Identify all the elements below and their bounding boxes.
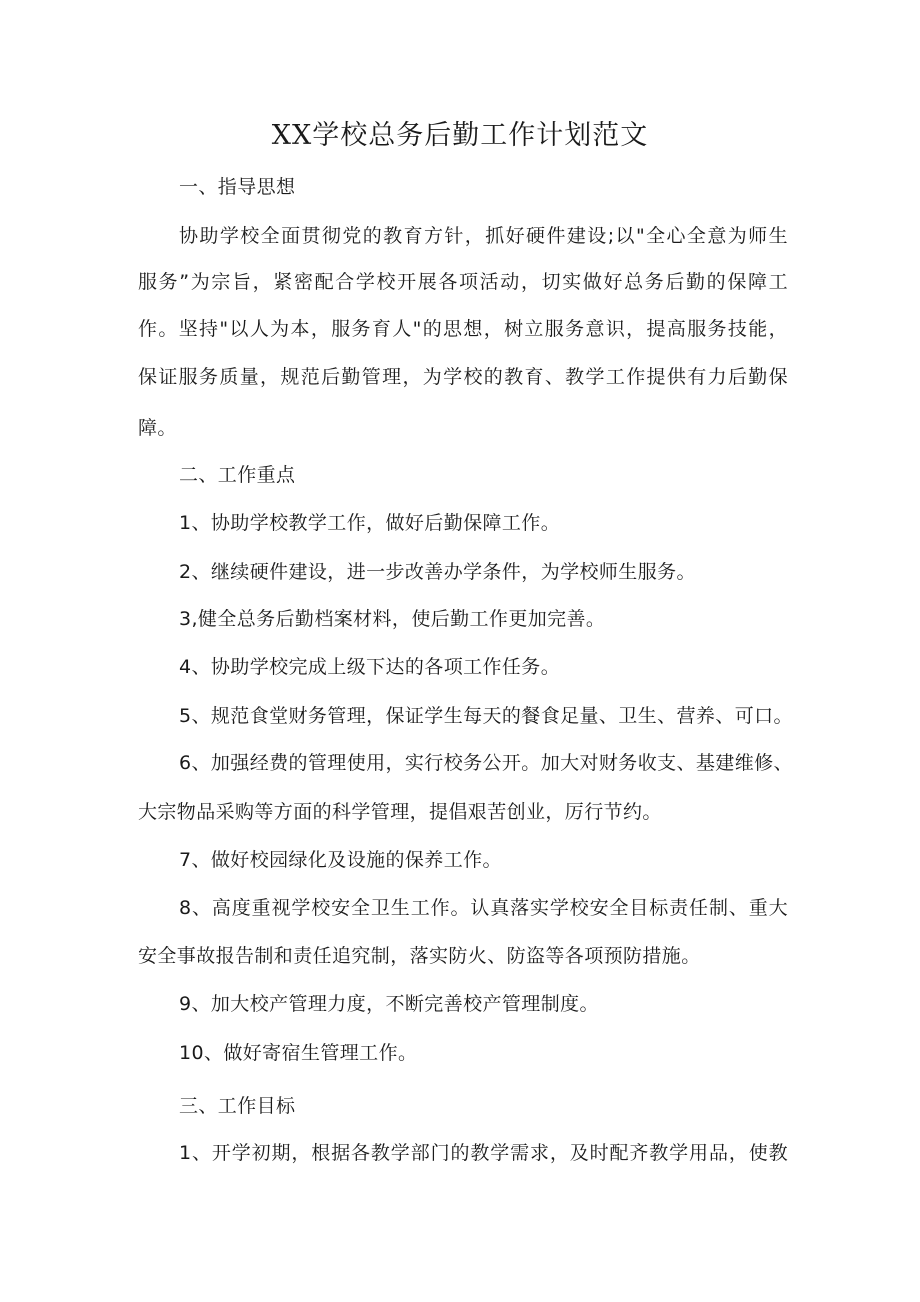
list-item: 6、加强经费的管理使用，实行校务公开。加大对财务收支、基建维修、	[179, 752, 793, 774]
list-item: 8、高度重视学校安全卫生工作。认真落实学校安全目标责任制、重大	[179, 897, 788, 919]
document-title: XX学校总务后勤工作计划范文	[271, 120, 649, 151]
paragraph-line: 作。坚持"以人为本，服务育人"的思想，树立服务意识，提高服务技能，	[138, 318, 788, 340]
list-item-continuation: 安全事故报告制和责任追究制，落实防火、防盗等各项预防措施。	[138, 945, 701, 967]
section-heading-guiding-ideology: 一、指导思想	[179, 176, 296, 198]
paragraph-line: 保证服务质量，规范后勤管理，为学校的教育、教学工作提供有力后勤保	[138, 366, 788, 388]
paragraph-line: 协助学校全面贯彻党的教育方针，抓好硬件建设;以"全心全意为师生	[179, 225, 788, 247]
paragraph-line: 服务”为宗旨，紧密配合学校开展各项活动，切实做好总务后勤的保障工	[138, 271, 788, 293]
list-item: 10、做好寄宿生管理工作。	[179, 1042, 418, 1064]
list-item: 1、协助学校教学工作，做好后勤保障工作。	[179, 512, 561, 534]
list-item: 7、做好校园绿化及设施的保养工作。	[179, 849, 502, 871]
list-item: 2、继续硬件建设，进一步改善办学条件，为学校师生服务。	[179, 561, 696, 583]
list-item: 9、加大校产管理力度，不断完善校产管理制度。	[179, 993, 599, 1015]
list-item: 3,健全总务后勤档案材料，使后勤工作更加完善。	[179, 608, 606, 630]
section-heading-work-focus: 二、工作重点	[179, 464, 296, 486]
list-item: 4、协助学校完成上级下达的各项工作任务。	[179, 656, 561, 678]
list-item-continuation: 大宗物品采购等方面的科学管理，提倡艰苦创业，厉行节约。	[138, 801, 662, 823]
section-heading-work-goals: 三、工作目标	[179, 1095, 296, 1117]
list-item: 5、规范食堂财务管理，保证学生每天的餐食足量、卫生、营养、可口。	[179, 705, 793, 727]
list-item: 1、开学初期，根据各教学部门的教学需求，及时配齐教学用品，使教	[179, 1142, 788, 1164]
paragraph-line: 障。	[138, 417, 177, 439]
